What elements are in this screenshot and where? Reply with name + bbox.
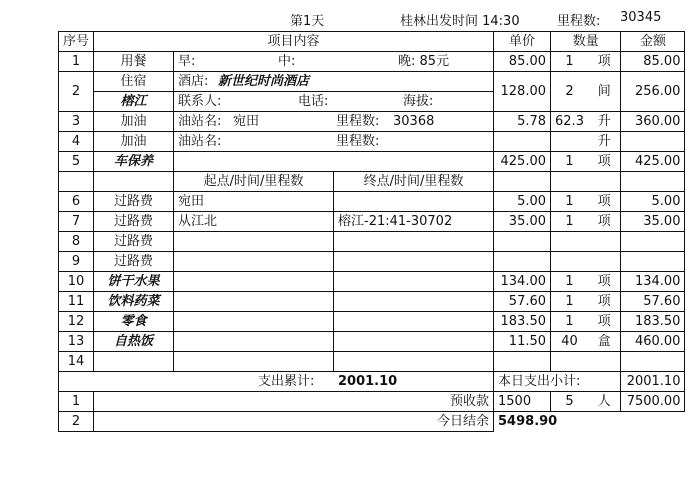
departure-time: 桂林出发时间 14:30 [400,14,520,29]
row-qty: 1 [551,272,588,292]
row-unit: 项 [588,52,621,72]
hotel-label: 酒店: [178,73,209,89]
row-detail [334,332,494,352]
row-price [494,232,551,252]
row-amount: 35.00 [621,212,685,232]
row-qty: 1 [551,292,588,312]
row-no: 1 [59,52,94,72]
toll-end: 榕江-21:41-30702 [334,212,494,232]
prepayment-row [59,392,685,412]
row-unit: 间 [588,72,621,112]
row-detail [174,332,334,352]
row-unit: 项 [588,152,621,172]
col-header-amount: 金额 [621,32,685,52]
contact-label: 联系人: [178,93,222,109]
ledger-header [0,8,700,30]
col-header-content: 项目内容 [94,32,494,52]
odometer-label: 里程数: [557,14,601,29]
row-price: 11.50 [494,332,551,352]
day-label: 第1天 [290,14,325,29]
row-item: 用餐 [94,52,174,72]
fuel-detail [174,112,494,132]
table-row [59,72,685,92]
row-unit: 项 [588,272,621,292]
table-row [59,212,685,232]
column-header-row [59,32,685,52]
row-item [94,352,174,372]
row-no: 4 [59,132,94,152]
cumulative-value: 2001.10 [338,373,398,389]
col-header-no: 序号 [59,32,94,52]
toll-start: 宛田 [174,192,334,212]
meal-detail [174,52,494,72]
blank-cell [621,172,685,192]
row-amount: 425.00 [621,152,685,172]
col-header-price: 单价 [494,32,551,52]
daily-subtotal-value: 2001.10 [621,372,685,392]
row-no: 7 [59,212,94,232]
row-detail [174,152,494,172]
row-amount [621,132,685,152]
row-no: 6 [59,192,94,212]
row-unit: 盒 [588,332,621,352]
row-item: 零食 [94,312,174,332]
table-row [59,252,685,272]
expense-ledger-table [58,31,685,432]
row-no: 5 [59,152,94,172]
odometer-value: 30345 [620,10,662,25]
balance-label: 今日结余 [94,412,494,432]
fuel-detail [174,132,494,152]
hotel-name: 新世纪时尚酒店 [218,73,310,89]
row-item: 加油 [94,132,174,152]
toll-start [174,232,334,252]
row-amount [621,232,685,252]
row-no: 14 [59,352,94,372]
row-item: 过路费 [94,232,174,252]
row-price: 85.00 [494,52,551,72]
lunch-label: 中: [278,53,296,69]
km-value: 30368 [393,113,435,129]
row-qty: 1 [551,52,588,72]
row-amount: 85.00 [621,52,685,72]
row-unit: 项 [588,292,621,312]
table-row [59,272,685,292]
row-amount: 360.00 [621,112,685,132]
prepayment-label: 预收款 [94,392,494,412]
blank-cell [551,172,588,192]
row-qty [551,352,588,372]
row-qty: 62.3 [551,112,588,132]
row-no: 9 [59,252,94,272]
table-row [59,132,685,152]
row-item: 住宿 [94,72,174,92]
row-qty: 1 [551,212,588,232]
row-detail [334,292,494,312]
row-amount [621,352,685,372]
blank-cell [94,172,174,192]
toll-end-header: 终点/时间/里程数 [334,172,494,192]
row-amount: 5.00 [621,192,685,212]
row-item: 加油 [94,112,174,132]
dinner-value: 晚: 85元 [398,53,450,69]
row-qty [551,132,588,152]
row-detail [334,312,494,332]
people-count: 5 [551,392,588,412]
row-unit: 升 [588,112,621,132]
row-item: 车保养 [94,152,174,172]
table-row [59,152,685,172]
toll-start: 从江北 [174,212,334,232]
prepayment-amount: 7500.00 [621,392,685,412]
toll-header-row [59,172,685,192]
row-price: 183.50 [494,312,551,332]
toll-end [334,192,494,212]
lodging-city: 榕江 [94,92,174,112]
row-price: 57.60 [494,292,551,312]
table-row [59,52,685,72]
row-qty: 40 [551,332,588,352]
row-amount: 183.50 [621,312,685,332]
row-qty: 1 [551,192,588,212]
row-item: 过路费 [94,212,174,232]
row-price [494,352,551,372]
daily-subtotal-label: 本日支出小计: [494,372,621,392]
row-no: 3 [59,112,94,132]
row-detail [174,272,334,292]
row-price: 134.00 [494,272,551,292]
summary-row [59,372,685,392]
contact-detail [174,92,494,112]
row-unit: 项 [588,212,621,232]
row-detail [174,312,334,332]
km-label: 里程数: [336,113,380,129]
table-row [59,292,685,312]
row-detail [174,292,334,312]
phone-label: 电话: [298,93,329,109]
altitude-label: 海拔: [403,93,434,109]
row-detail [334,272,494,292]
row-qty: 1 [551,312,588,332]
blank-cell [59,172,94,192]
toll-end [334,252,494,272]
row-unit [588,252,621,272]
row-unit [588,232,621,252]
toll-start-header: 起点/时间/里程数 [174,172,334,192]
balance-value: 5498.90 [494,412,685,432]
row-item: 过路费 [94,192,174,212]
row-price: 128.00 [494,72,551,112]
row-no: 12 [59,312,94,332]
row-qty [551,232,588,252]
row-amount [621,252,685,272]
row-no: 11 [59,292,94,312]
row-no: 13 [59,332,94,352]
row-price [494,132,551,152]
table-row [59,332,685,352]
toll-start [174,252,334,272]
balance-row [59,412,685,432]
row-detail [174,352,334,372]
row-amount: 460.00 [621,332,685,352]
station-label: 油站名: [178,133,222,149]
row-price: 5.78 [494,112,551,132]
prepayment-value: 1500 [494,392,551,412]
row-price: 425.00 [494,152,551,172]
row-price: 5.00 [494,192,551,212]
row-item: 饮料药菜 [94,292,174,312]
row-item: 自热饭 [94,332,174,352]
table-row [59,232,685,252]
row-qty: 1 [551,152,588,172]
row-price: 35.00 [494,212,551,232]
row-detail [334,352,494,372]
row-unit: 项 [588,192,621,212]
table-row [59,352,685,372]
table-row [59,112,685,132]
row-unit: 升 [588,132,621,152]
hotel-detail [174,72,494,92]
km-label: 里程数: [336,133,380,149]
row-unit: 项 [588,312,621,332]
table-row [59,312,685,332]
col-header-qty: 数量 [551,32,621,52]
station-label: 油站名: [178,113,222,129]
row-qty [551,252,588,272]
row-no: 10 [59,272,94,292]
row-qty: 2 [551,72,588,112]
row-amount: 256.00 [621,72,685,112]
toll-end [334,232,494,252]
cumulative-cell [59,372,494,392]
row-no: 1 [59,392,94,412]
people-unit: 人 [588,392,621,412]
row-no: 2 [59,412,94,432]
blank-cell [588,172,621,192]
row-no: 2 [59,72,94,112]
row-item: 过路费 [94,252,174,272]
cumulative-label: 支出累计: [258,373,315,389]
table-row [59,192,685,212]
row-unit [588,352,621,372]
blank-cell [494,172,551,192]
row-amount: 134.00 [621,272,685,292]
breakfast-label: 早: [178,53,196,69]
row-no: 8 [59,232,94,252]
row-amount: 57.60 [621,292,685,312]
row-price [494,252,551,272]
station-name: 宛田 [233,113,260,129]
row-item: 饼干水果 [94,272,174,292]
